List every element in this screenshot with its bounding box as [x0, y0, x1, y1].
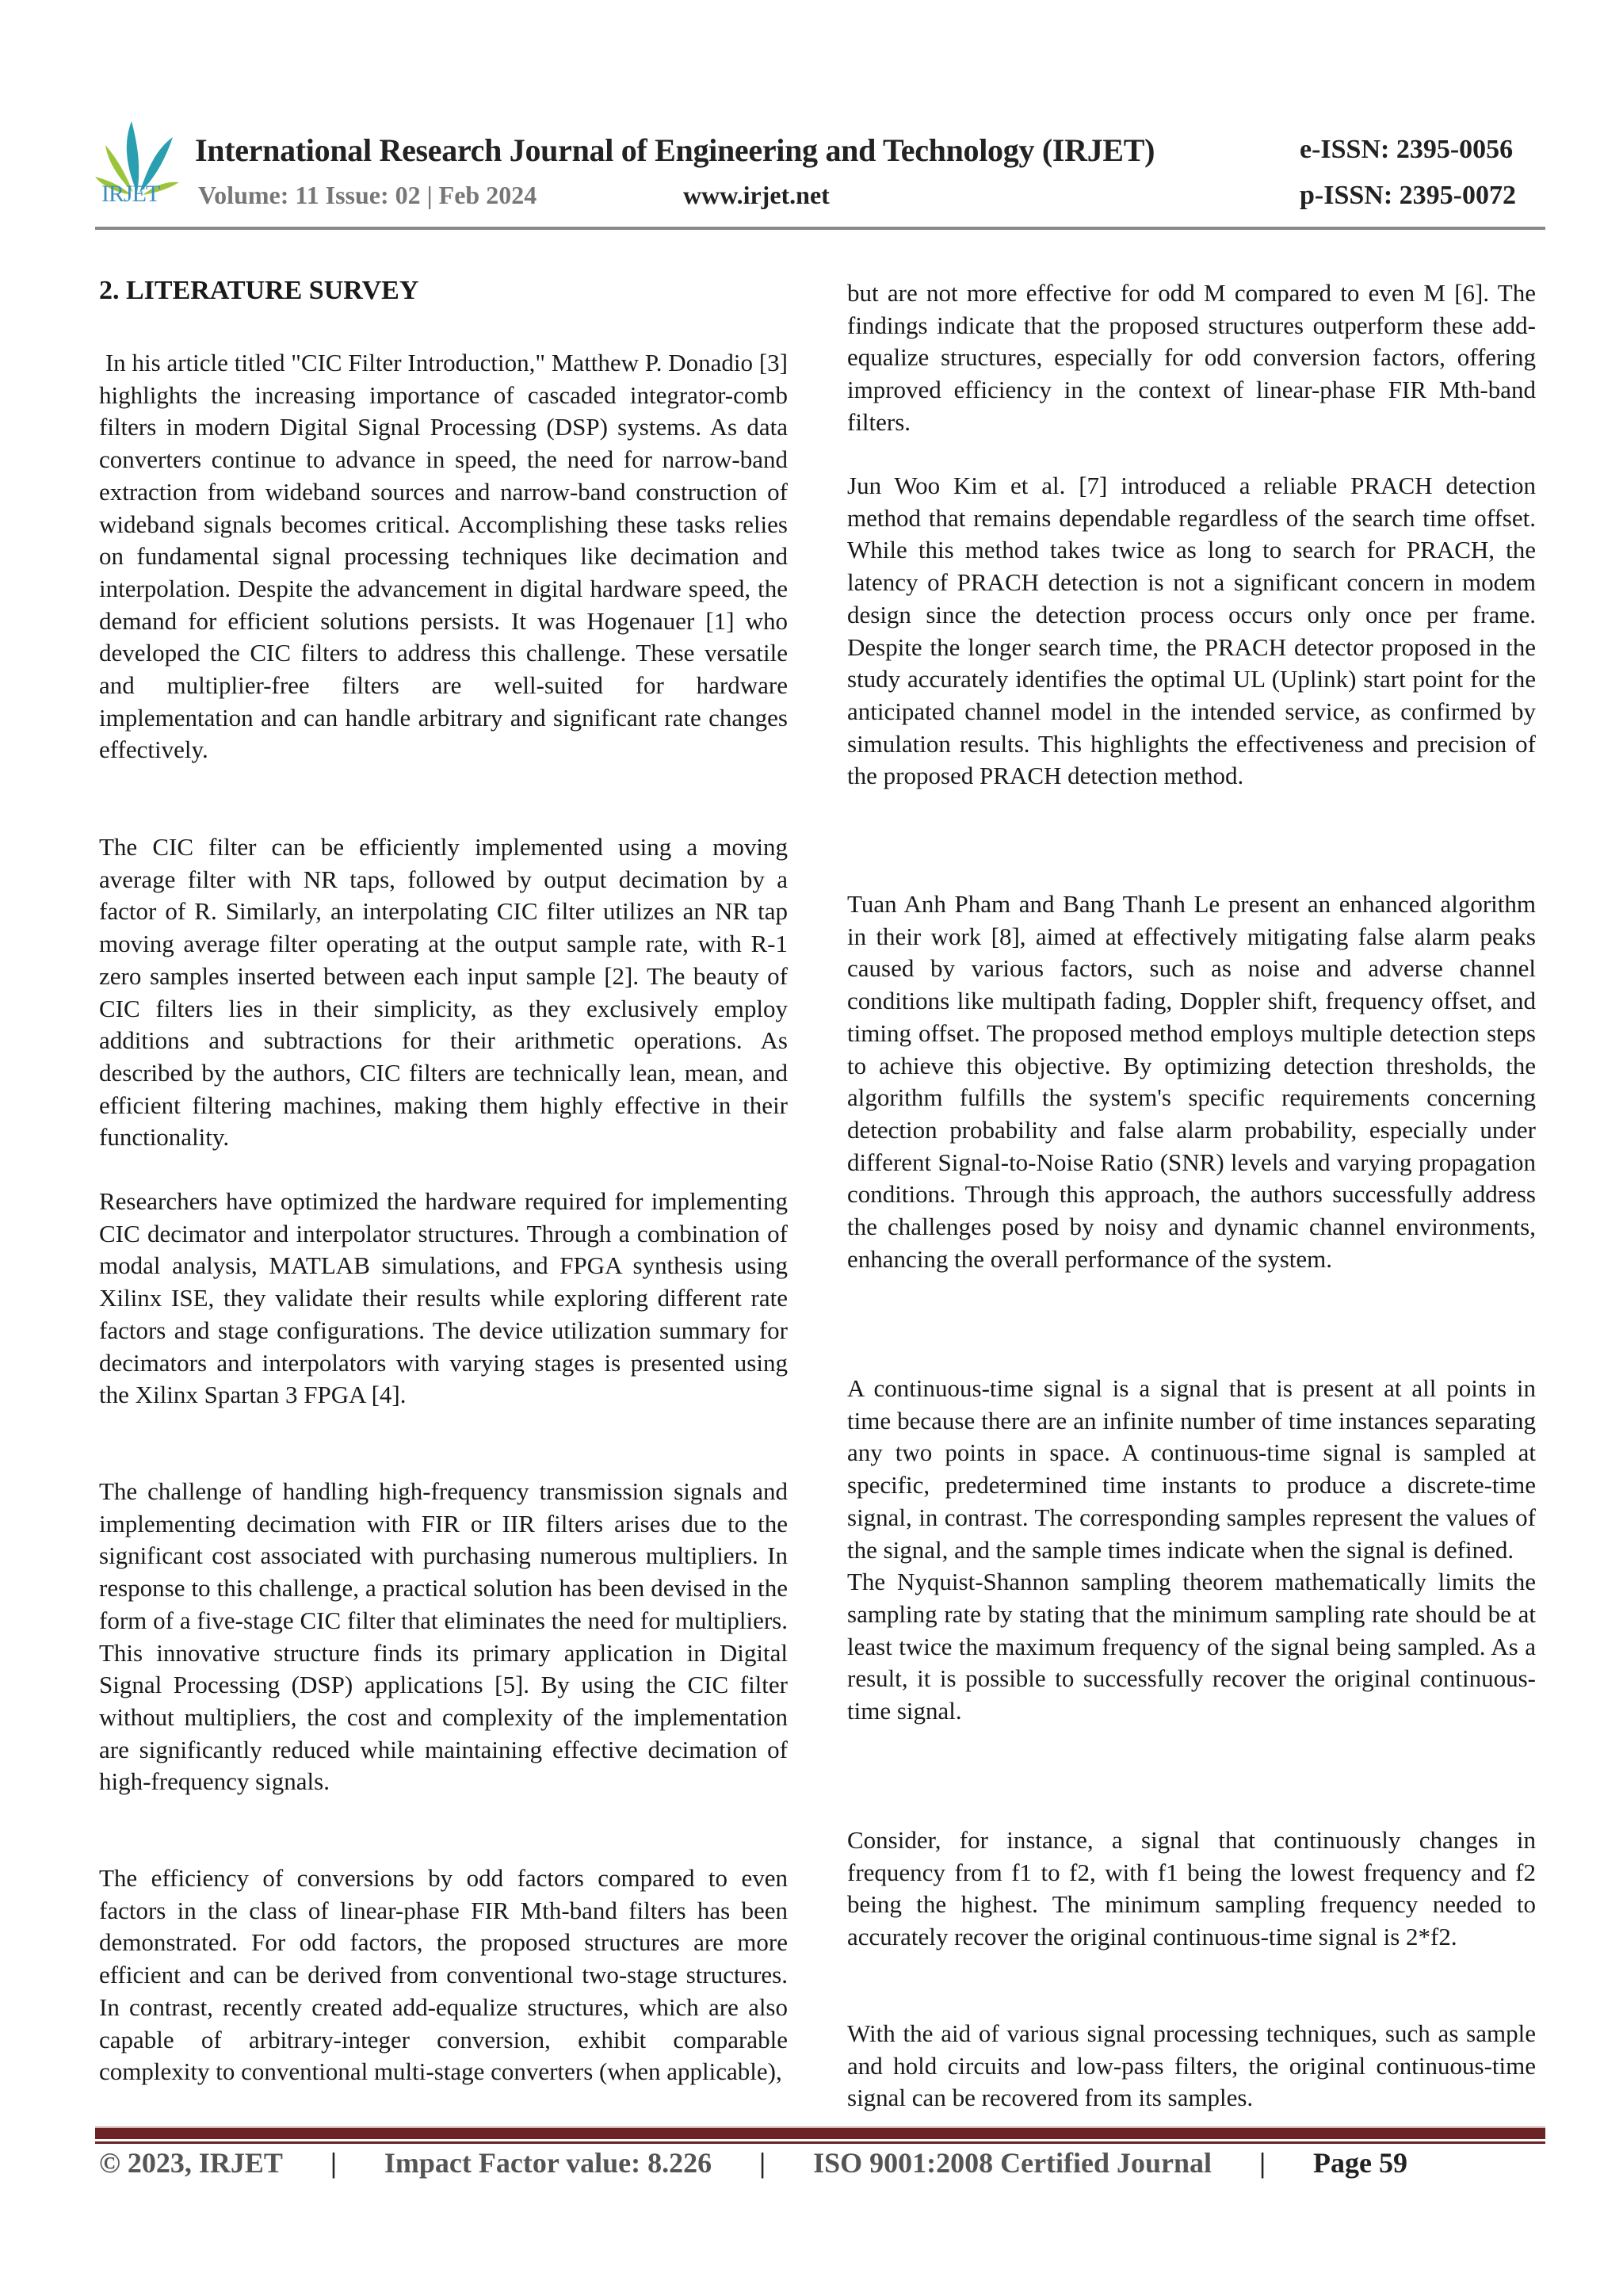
footer-bar-thin	[95, 2141, 1545, 2144]
paragraph: Researchers have optimized the hardware required for implementing CIC decimator and interpolator structures. Through a combination of modal analysis, MATLAB simulations, and FPGA synthesis using Xilinx ISE, they validate their results while exploring different rate factors and stage configurations. The device utilization summary for decimators and interpolators with varying stages is presented using the Xilinx Spartan 3 FPGA [4].	[99, 1187, 788, 1409]
paragraph: but are not more effective for odd M compared to even M [6]. The findings indicate that the proposed structures outperform these add-equalize structures, especially for odd conversion factors, offering improved efficiency in the context of linear-phase FIR Mth-band filters.	[847, 279, 1536, 436]
paragraph: Jun Woo Kim et al. [7] introduced a reliable PRACH detection method that remains dependable regardless of the search time offset. While this method takes twice as long to search for PRACH, the latency of PRACH detection is not a significant concern in modem design since the detection process occurs only once per frame. Despite the longer search time, the PRACH detector proposed in the study accurately identifies the optimal UL (Uplink) start point for the anticipated channel model in the intended service, as confirmed by simulation results. This highlights the effectiveness and precision of the proposed PRACH detection method.	[847, 472, 1536, 790]
left-paragraph-1	[99, 347, 788, 766]
left-paragraph-3	[99, 1186, 788, 1412]
footer-separator: |	[759, 2147, 766, 2179]
footer-bar	[95, 2126, 1545, 2139]
website-link[interactable]: www.irjet.net	[683, 181, 830, 209]
left-paragraph-4	[99, 1476, 788, 1798]
footer-impact-factor: Impact Factor value: 8.226	[384, 2147, 712, 2179]
right-paragraph-1	[847, 277, 1536, 439]
paragraph: In his article titled "CIC Filter Introduction," Matthew P. Donadio [3] highlights the increasing importance of cascaded integrator-comb filters in modern Digital Signal Processing (DSP) systems. As data converters continue to advance in speed, the need for narrow-band extraction from wideband sources and narrow-band construction of wideband signals becomes critical. Accomplishing these tasks relies on fundamental signal processing techniques like decimation and interpolation. Despite the advancement in digital hardware speed, the demand for efficient solutions persists. It was Hogenauer [1] who developed the CIC filters to address this challenge. These versatile and multiplier-free filters are well-suited for hardware implementation and can handle arbitrary and significant rate changes effectively.	[99, 349, 788, 764]
p-issn: p-ISSN: 2395-0072	[1300, 181, 1516, 210]
paragraph: The efficiency of conversions by odd factors compared to even factors in the class of linear-phase FIR Mth-band filters has been demonstrated. For odd factors, the proposed structures are more efficient and can be derived from conventional two-stage structures. In contrast, recently created add-equalize structures, which are also capable of arbitrary-integer conversion, exhibit comparable complexity to conventional multi-stage converters (when applicable),	[99, 1864, 788, 2086]
volume-issue: Volume: 11 Issue: 02 | Feb 2024	[198, 181, 537, 209]
paragraph: The Nyquist-Shannon sampling theorem mathematically limits the sampling rate by stating that the minimum sampling rate should be at least twice the maximum frequency of the signal being sampled. As a result, it is possible to successfully recover the original continuous-time signal.	[847, 1568, 1536, 1725]
footer-page-number: Page 59	[1313, 2147, 1407, 2179]
section-heading: 2. LITERATURE SURVEY	[99, 276, 419, 305]
right-paragraph-2	[847, 470, 1536, 793]
paragraph: The CIC filter can be efficiently implemented using a moving average filter with NR taps, followed by output decimation by a factor of R. Similarly, an interpolating CIC filter utilizes an NR tap moving average filter operating at the output sample rate, with R-1 zero samples inserted between each input sample [2]. The beauty of CIC filters lies in their simplicity, as they exclusively employ additions and subtractions for their arithmetic operations. As described by the authors, CIC filters are technically lean, mean, and efficient filtering machines, making them highly effective in their functionality.	[99, 833, 788, 1152]
paragraph: Tuan Anh Pham and Bang Thanh Le present an enhanced algorithm in their work [8], aimed at effectively mitigating false alarm peaks caused by various factors, such as noise and adverse channel conditions like multipath fading, Doppler shift, frequency offset, and timing offset. The proposed method employs multiple detection steps to achieve this objective. By optimizing detection thresholds, the algorithm fulfills the system's specific requirements concerning detection probability and false alarm probability, especially under different Signal-to-Noise Ratio (SNR) levels and varying propagation conditions. Through this approach, the authors successfully address the challenges posed by noisy and dynamic channel environments, enhancing the overall performance of the system.	[847, 890, 1536, 1273]
paragraph: A continuous-time signal is a signal that is present at all points in time because there are an infinite number of time instances separating any two points in space. A continuous-time signal is sampled at specific, predetermined time instants to produce a discrete-time signal, in contrast. The corresponding samples represent the values of the signal, and the sample times indicate when the signal is defined.	[847, 1374, 1536, 1564]
left-paragraph-2	[99, 831, 788, 1154]
right-paragraph-4	[847, 1373, 1536, 1728]
right-paragraph-3	[847, 888, 1536, 1275]
paragraph: With the aid of various signal processing techniques, such as sample and hold circuits and low-pass filters, the original continuous-time signal can be recovered from its samples.	[847, 2019, 1536, 2112]
e-issn: e-ISSN: 2395-0056	[1300, 135, 1514, 164]
right-paragraph-5	[847, 1824, 1536, 1954]
paragraph: The challenge of handling high-frequency transmission signals and implementing decimation with FIR or IIR filters arises due to the significant cost associated with purchasing numerous multipliers. In response to this challenge, a practical solution has been devised in the form of a five-stage CIC filter that eliminates the need for multipliers. This innovative structure finds its primary application in Digital Signal Processing (DSP) applications [5]. By using the CIC filter without multipliers, the cost and complexity of the implementation are significantly reduced while maintaining effective decimation of high-frequency signals.	[99, 1477, 788, 1796]
footer-separator: |	[330, 2147, 337, 2179]
header-divider	[95, 227, 1545, 230]
paragraph: Consider, for instance, a signal that continuously changes in frequency from f1 to f2, with f1 being the lowest frequency and f2 being the highest. The minimum sampling frequency needed to accurately recover the original continuous-time signal is 2*f2.	[847, 1826, 1536, 1951]
footer-separator: |	[1259, 2147, 1266, 2179]
footer-iso: ISO 9001:2008 Certified Journal	[813, 2147, 1212, 2179]
logo-text: IRJET	[101, 181, 160, 207]
right-paragraph-6	[847, 2018, 1536, 2115]
footer-copyright: © 2023, IRJET	[99, 2147, 283, 2179]
footer	[99, 2146, 1407, 2179]
left-paragraph-5	[99, 1862, 788, 2088]
journal-title: International Research Journal of Engineering and Technology (IRJET)	[195, 132, 1155, 168]
